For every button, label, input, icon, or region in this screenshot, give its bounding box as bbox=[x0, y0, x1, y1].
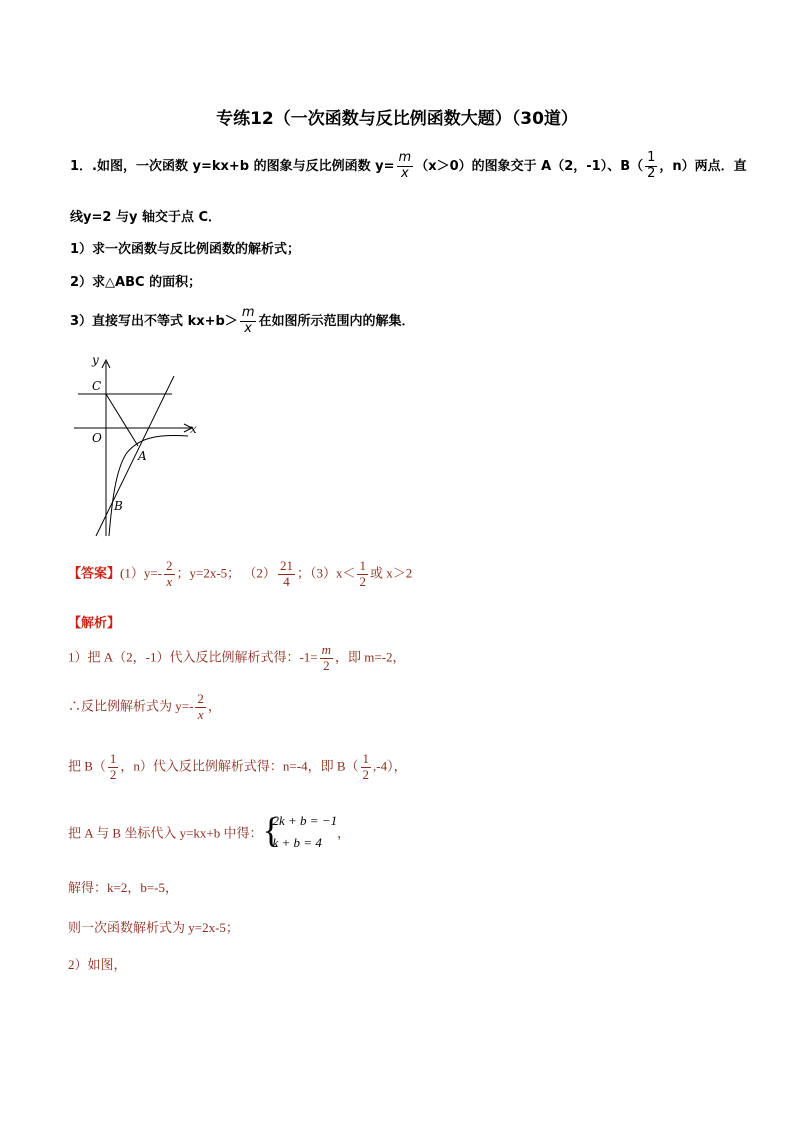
question-line-1 bbox=[70, 151, 747, 182]
question-text-a: 1．.如图，一次函数 y=kx+b 的图象与反比例函数 y= bbox=[70, 158, 395, 174]
analysis-line-1: 1）把 A（2，-1）代入反比例解析式得：-1= $\frac{m}{2}$ ，即 m=-2， bbox=[68, 642, 406, 673]
analysis-line-3: 把 B（ $\frac{1}{2}$ ，n）代入反比例解析式得：n=-4，即 B（ $\frac{1}{2}$ ,-4）， bbox=[68, 751, 407, 782]
analysis-line-5: 解得：k=2，b=-5， bbox=[68, 880, 178, 895]
question-part-2: 2）求△ABC 的面积； bbox=[70, 275, 202, 290]
segment-ca bbox=[106, 394, 138, 446]
brace-icon: { bbox=[262, 810, 280, 850]
question-line-2: 线y=2 与y 轴交于点 C． bbox=[70, 210, 222, 225]
equation-system: { 2k + b = −1 k + b = 4 bbox=[262, 810, 338, 850]
page-title: 专练12（一次函数与反比例函数大题）（30道） bbox=[216, 109, 578, 129]
answer-line: 【答案】(1）y=- $\frac{2}{x}$ ；y=2x-5； （2） $\frac{21}{4}$ ；（3）x＜ $\frac{1}{2}$ 或 x＞2 bbox=[68, 558, 413, 589]
question-part-1: 1）求一次函数与反比例函数的解析式； bbox=[70, 242, 301, 257]
answer-tag: 【答案】 bbox=[68, 566, 121, 582]
analysis-line-7: 2）如图， bbox=[68, 957, 127, 972]
label-x: x bbox=[190, 422, 197, 436]
analysis-tag: 【解析】 bbox=[68, 616, 121, 631]
question-part-3: 3）直接写出不等式 kx+b＞ $\frac{m}{x}$ 在如图所示范围内的解集． bbox=[70, 305, 415, 336]
fraction-m-over-x: $\frac{m}{x}$ bbox=[398, 150, 412, 181]
label-b: B bbox=[114, 499, 123, 513]
label-c: C bbox=[92, 379, 102, 393]
answer-fraction-3: $\frac{1}{2}$ bbox=[359, 558, 366, 589]
answer-fraction-2: $\frac{21}{4}$ bbox=[279, 558, 293, 589]
fraction-m-over-x: $\frac{m}{x}$ bbox=[241, 305, 255, 336]
label-y: y bbox=[92, 353, 99, 367]
label-a: A bbox=[138, 449, 147, 463]
fraction-one-half: $\frac{1}{2}$ bbox=[647, 150, 656, 181]
question-text-c: ，n）两点．直 bbox=[659, 158, 747, 174]
question-text-b: （x＞0）的图象交于 A（2，-1）、B（ bbox=[415, 158, 644, 174]
line-y-equals-2x-minus-5 bbox=[96, 376, 174, 536]
analysis-line-6: 则一次函数解析式为 y=2x-5； bbox=[68, 920, 239, 935]
analysis-line-4: 把 A 与 B 坐标代入 y=kx+b 中得： { 2k + b = −1 k + b = 4 ， bbox=[68, 810, 350, 854]
function-graph-figure bbox=[68, 350, 208, 540]
label-o: O bbox=[92, 431, 102, 445]
analysis-line-2: ∴反比例解析式为 y=- $\frac{2}{x}$ ， bbox=[68, 691, 221, 722]
answer-fraction-1: $\frac{2}{x}$ bbox=[166, 558, 173, 589]
